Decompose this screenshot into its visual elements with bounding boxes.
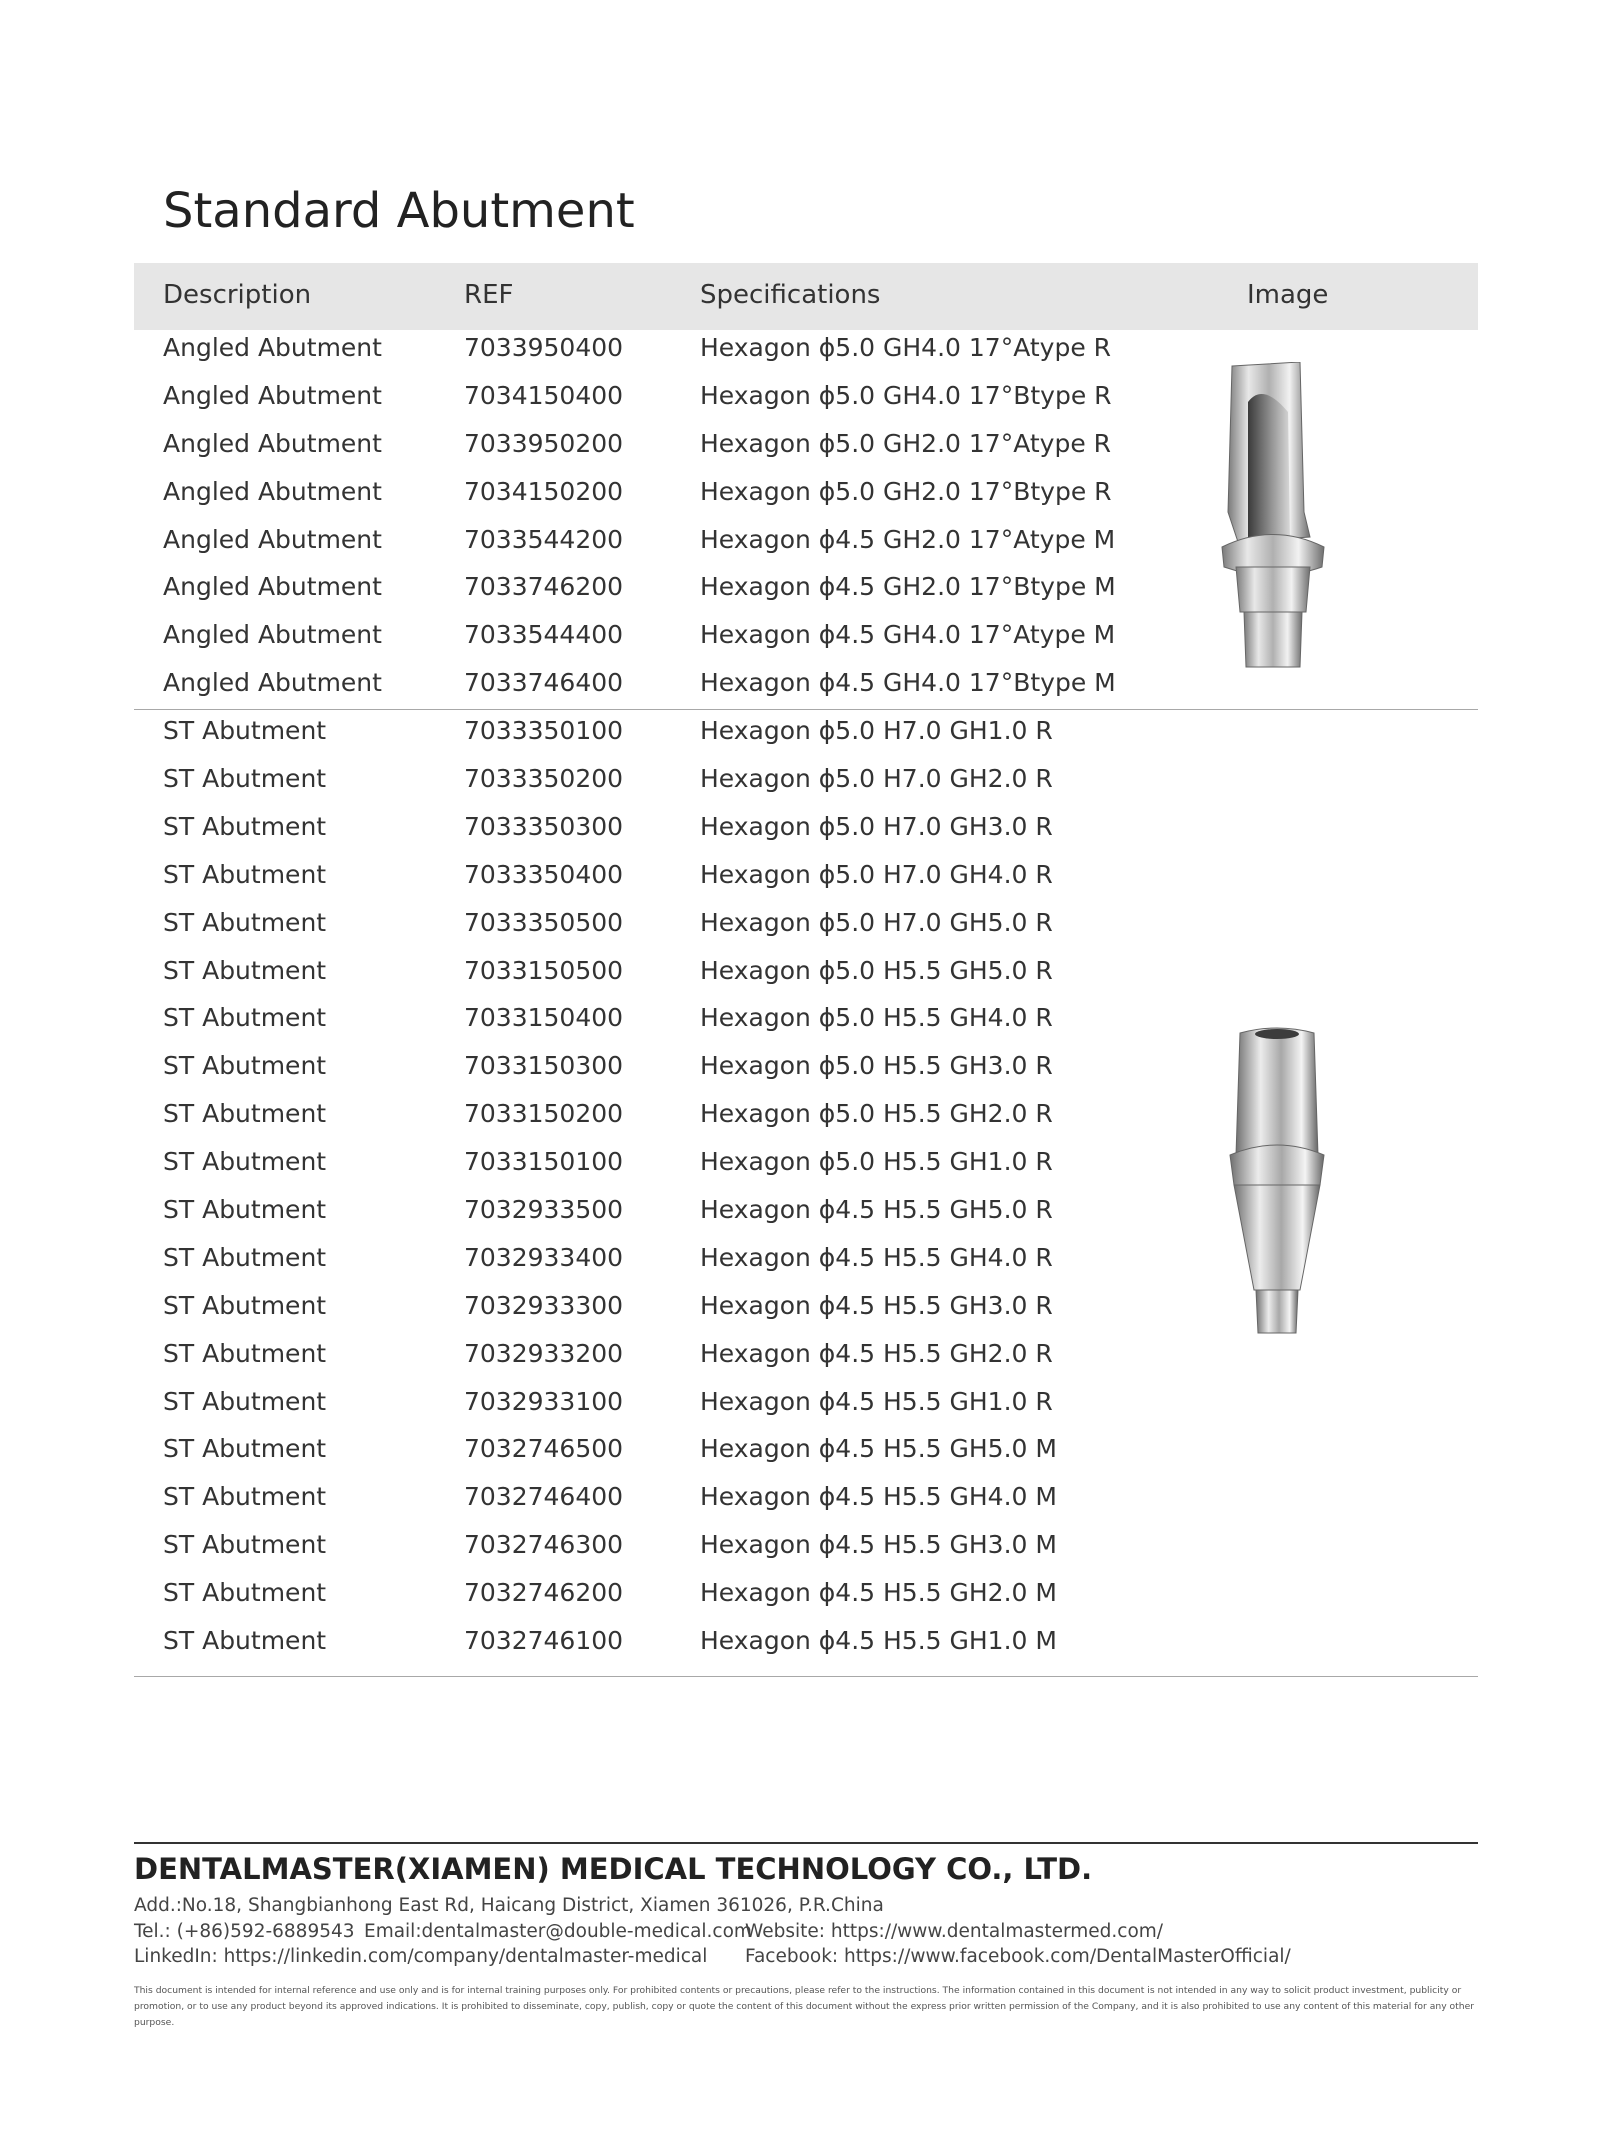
cell-ref: 7032746200 <box>464 1578 624 1608</box>
cell-ref: 7032746400 <box>464 1482 624 1512</box>
cell-ref: 7033350200 <box>464 764 624 794</box>
cell-specification: Hexagon ϕ5.0 H7.0 GH1.0 R <box>700 716 1053 746</box>
cell-ref: 7032933400 <box>464 1242 624 1272</box>
cell-description: ST Abutment <box>163 716 327 746</box>
table-row <box>134 857 1478 905</box>
cell-ref: 7032746100 <box>464 1626 624 1656</box>
table-row <box>134 1384 1478 1432</box>
cell-specification: Hexagon ϕ5.0 GH4.0 17°Atype R <box>700 333 1112 362</box>
cell-ref: 7032746500 <box>464 1434 624 1464</box>
cell-description: ST Abutment <box>163 1626 327 1656</box>
cell-ref: 7032746300 <box>464 1530 624 1560</box>
cell-description: ST Abutment <box>163 1051 327 1081</box>
cell-ref: 7034150400 <box>464 380 624 410</box>
company-email[interactable]: Email:dentalmaster@double-medical.com <box>364 1921 752 1942</box>
footer-rule <box>134 1842 1478 1844</box>
cell-description: ST Abutment <box>163 907 327 937</box>
table-row <box>134 1575 1478 1623</box>
cell-description: ST Abutment <box>163 811 327 841</box>
cell-specification: Hexagon ϕ5.0 H5.5 GH3.0 R <box>700 1051 1053 1081</box>
cell-description: ST Abutment <box>163 1482 327 1512</box>
header-image: Image <box>1247 280 1329 310</box>
cell-specification: Hexagon ϕ4.5 GH2.0 17°Btype M <box>700 572 1116 602</box>
table-row <box>134 713 1478 761</box>
company-website[interactable]: Website: https://www.dentalmastermed.com/ <box>745 1921 1164 1942</box>
cell-specification: Hexagon ϕ4.5 H5.5 GH3.0 M <box>700 1530 1057 1560</box>
cell-specification: Hexagon ϕ4.5 H5.5 GH4.0 R <box>700 1242 1053 1272</box>
table-row <box>134 953 1478 1001</box>
cell-description: Angled Abutment <box>163 428 382 458</box>
cell-ref: 7032933500 <box>464 1195 624 1225</box>
cell-ref: 7033150500 <box>464 955 624 985</box>
company-tel: Tel.: (+86)592-6889543 <box>134 1921 355 1942</box>
cell-ref: 7033350100 <box>464 716 624 746</box>
table-row <box>134 1431 1478 1479</box>
company-linkedin[interactable]: LinkedIn: https://linkedin.com/company/dentalmaster-medical <box>134 1946 708 1967</box>
cell-description: ST Abutment <box>163 1338 327 1368</box>
cell-description: ST Abutment <box>163 1530 327 1560</box>
cell-specification: Hexagon ϕ4.5 GH2.0 17°Atype M <box>700 524 1116 554</box>
cell-specification: Hexagon ϕ4.5 H5.5 GH3.0 R <box>700 1290 1053 1320</box>
cell-specification: Hexagon ϕ4.5 H5.5 GH4.0 M <box>700 1482 1057 1512</box>
cell-ref: 7033950200 <box>464 428 624 458</box>
table-row <box>134 761 1478 809</box>
cell-ref: 7032933300 <box>464 1290 624 1320</box>
table-row <box>134 1527 1478 1575</box>
st-abutment-image <box>1222 1025 1332 1337</box>
cell-specification: Hexagon ϕ4.5 H5.5 GH2.0 M <box>700 1578 1057 1608</box>
cell-ref: 7033746200 <box>464 572 624 602</box>
cell-ref: 7033150300 <box>464 1051 624 1081</box>
cell-description: ST Abutment <box>163 1386 327 1416</box>
cell-ref: 7033350400 <box>464 859 624 889</box>
cell-specification: Hexagon ϕ5.0 H5.5 GH1.0 R <box>700 1147 1053 1177</box>
cell-ref: 7033350300 <box>464 811 624 841</box>
cell-specification: Hexagon ϕ5.0 H5.5 GH2.0 R <box>700 1099 1053 1129</box>
cell-description: ST Abutment <box>163 764 327 794</box>
page-title: Standard Abutment <box>163 183 635 239</box>
cell-description: ST Abutment <box>163 859 327 889</box>
cell-ref: 7033544200 <box>464 524 624 554</box>
table-row <box>134 905 1478 953</box>
table-header <box>134 263 1478 330</box>
cell-ref: 7032933100 <box>464 1386 624 1416</box>
cell-description: Angled Abutment <box>163 333 382 362</box>
cell-ref: 7033544400 <box>464 620 624 650</box>
cell-ref: 7033150400 <box>464 1003 624 1033</box>
cell-specification: Hexagon ϕ5.0 H7.0 GH4.0 R <box>700 859 1053 889</box>
cell-specification: Hexagon ϕ4.5 H5.5 GH5.0 M <box>700 1434 1057 1464</box>
cell-specification: Hexagon ϕ5.0 GH2.0 17°Btype R <box>700 476 1112 506</box>
legal-disclaimer: This document is intended for internal reference and use only and is for internal training purposes only. For prohibited contents or precautions, please refer to the instructions. The information contained in this document is not intended in any way to solicit product investment, publicity or promotion, or to use any product beyond its approved indications. It is prohibited to disseminate, copy, publish, copy or quote the content of this document without the express prior written permission of the Company, and it is also prohibited to use any content of this material for any other purpose. <box>134 1985 1475 2028</box>
cell-description: Angled Abutment <box>163 620 382 650</box>
company-facebook[interactable]: Facebook: https://www.facebook.com/DentalMasterOfficial/ <box>745 1946 1291 1967</box>
cell-ref: 7032933200 <box>464 1338 624 1368</box>
header-description: Description <box>163 280 312 310</box>
cell-specification: Hexagon ϕ4.5 H5.5 GH5.0 R <box>700 1195 1053 1225</box>
cell-specification: Hexagon ϕ4.5 GH4.0 17°Btype M <box>700 668 1116 698</box>
cell-ref: 7033150100 <box>464 1147 624 1177</box>
group-divider <box>134 709 1478 710</box>
cell-specification: Hexagon ϕ4.5 GH4.0 17°Atype M <box>700 620 1116 650</box>
header-ref: REF <box>464 280 514 310</box>
cell-description: ST Abutment <box>163 955 327 985</box>
cell-specification: Hexagon ϕ5.0 H5.5 GH4.0 R <box>700 1003 1053 1033</box>
cell-specification: Hexagon ϕ5.0 GH2.0 17°Atype R <box>700 428 1112 458</box>
cell-description: Angled Abutment <box>163 668 382 698</box>
cell-ref: 7033150200 <box>464 1099 624 1129</box>
cell-specification: Hexagon ϕ5.0 H7.0 GH5.0 R <box>700 907 1053 937</box>
company-name: DENTALMASTER(XIAMEN) MEDICAL TECHNOLOGY CO., LTD. <box>134 1852 1093 1886</box>
cell-description: ST Abutment <box>163 1242 327 1272</box>
cell-description: ST Abutment <box>163 1434 327 1464</box>
cell-description: Angled Abutment <box>163 572 382 602</box>
cell-description: Angled Abutment <box>163 476 382 506</box>
cell-ref: 7033950400 <box>464 333 624 362</box>
cell-ref: 7033350500 <box>464 907 624 937</box>
angled-abutment-image <box>1218 362 1328 674</box>
cell-description: ST Abutment <box>163 1003 327 1033</box>
cell-description: Angled Abutment <box>163 524 382 554</box>
cell-specification: Hexagon ϕ4.5 H5.5 GH1.0 R <box>700 1386 1053 1416</box>
cell-specification: Hexagon ϕ5.0 H7.0 GH2.0 R <box>700 764 1053 794</box>
cell-specification: Hexagon ϕ5.0 GH4.0 17°Btype R <box>700 380 1112 410</box>
cell-ref: 7033746400 <box>464 668 624 698</box>
table-row <box>134 1336 1478 1384</box>
cell-specification: Hexagon ϕ4.5 H5.5 GH2.0 R <box>700 1338 1053 1368</box>
cell-description: ST Abutment <box>163 1099 327 1129</box>
table-row <box>134 809 1478 857</box>
company-address: Add.:No.18, Shangbianhong East Rd, Haicang District, Xiamen 361026, P.R.China <box>134 1895 884 1916</box>
cell-description: ST Abutment <box>163 1147 327 1177</box>
table-row <box>134 1623 1478 1671</box>
header-specifications: Specifications <box>700 280 881 310</box>
cell-description: ST Abutment <box>163 1578 327 1608</box>
cell-ref: 7034150200 <box>464 476 624 506</box>
table-bottom-rule <box>134 1676 1478 1677</box>
cell-description: Angled Abutment <box>163 380 382 410</box>
cell-specification: Hexagon ϕ5.0 H5.5 GH5.0 R <box>700 955 1053 985</box>
cell-description: ST Abutment <box>163 1195 327 1225</box>
cell-specification: Hexagon ϕ4.5 H5.5 GH1.0 M <box>700 1626 1057 1656</box>
cell-specification: Hexagon ϕ5.0 H7.0 GH3.0 R <box>700 811 1053 841</box>
table-row <box>134 1479 1478 1527</box>
cell-description: ST Abutment <box>163 1290 327 1320</box>
